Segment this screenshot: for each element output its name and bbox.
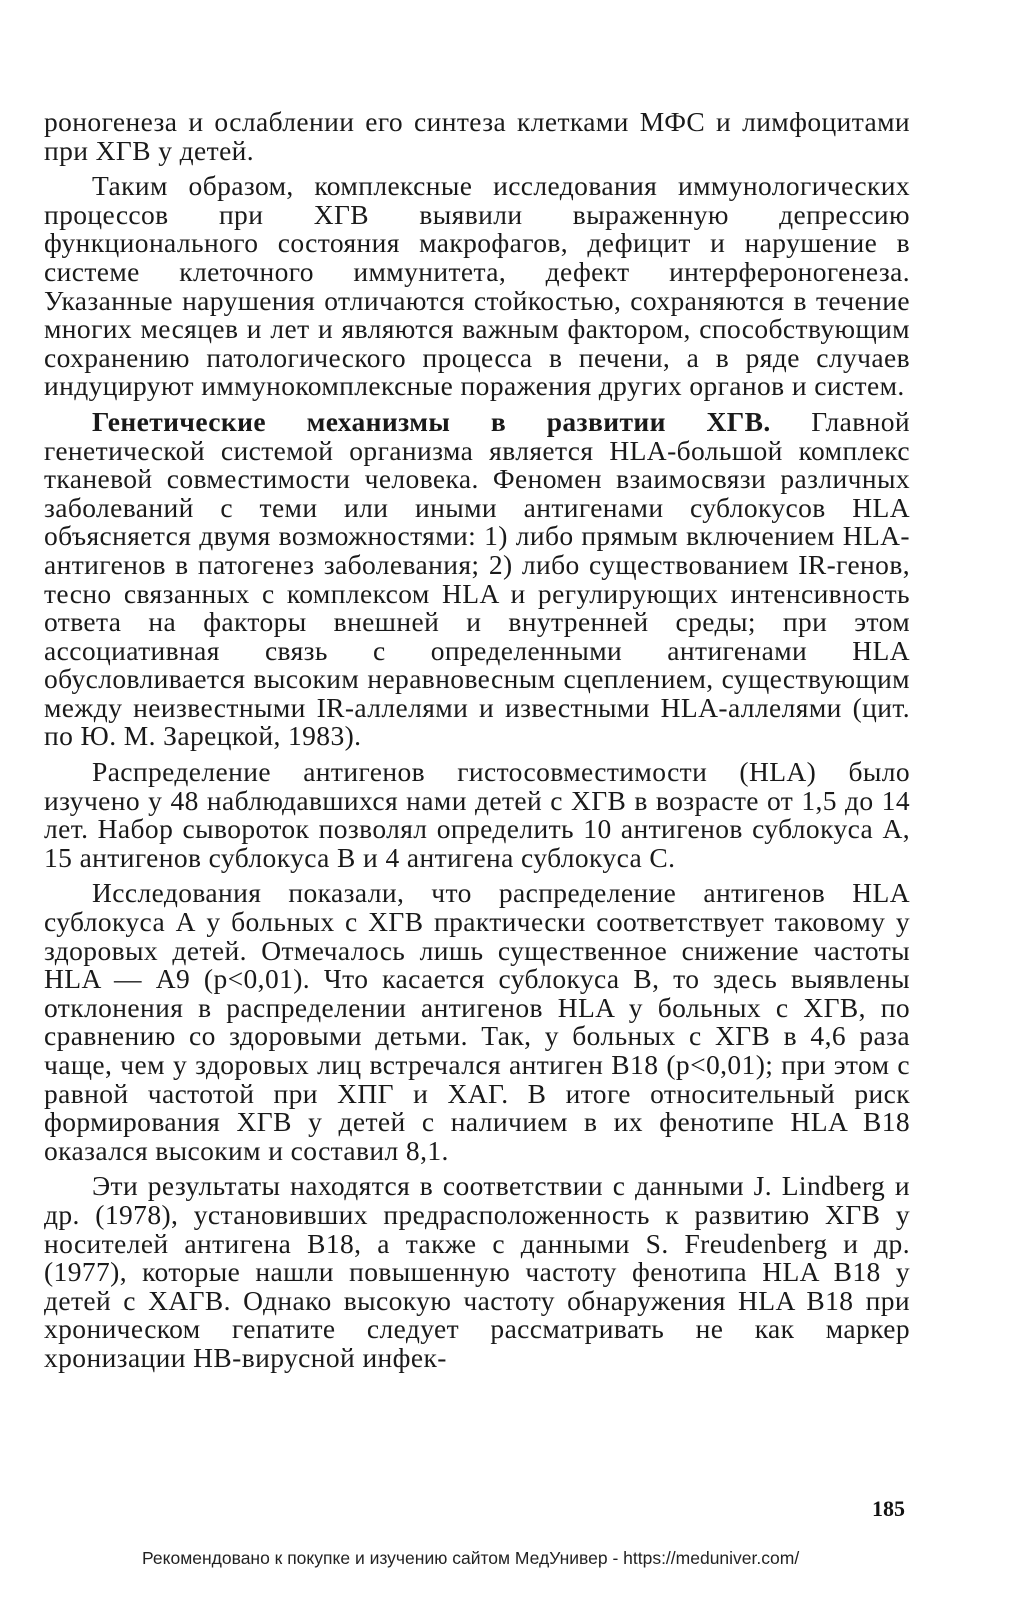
paragraph-1 xyxy=(44,108,910,165)
paragraph-5-text: Исследования показали, что распределение антигенов HLA сублокуса А у больных с ХГВ практически соответствует таковому у здоровых детей. Отмечалось лишь существенное снижение частоты HLA — А9 (p<0,01). Что касается сублокуса В, то здесь выявлены отклонения в распределении антигенов HLA у больных с ХГВ, по сравнению со здоровыми детьми. Так, у больных с ХГВ в 4,6 раза чаще, чем у здоровых лиц встречался антиген В18 (p<0,01); при этом с равной частотой при ХПГ и ХАГ. В итоге относительный риск формирования ХГВ у детей с наличием в их фенотипе HLA В18 оказался высоким и составил 8,1. xyxy=(44,877,910,1166)
paragraph-4 xyxy=(44,758,910,872)
page-body xyxy=(44,108,910,1380)
page-number: 185 xyxy=(872,1496,905,1521)
paragraph-3 xyxy=(44,405,910,752)
section-heading: Генетические механизмы в развитии ХГВ. xyxy=(92,405,771,437)
paragraph-1-text: роногенеза и ослаблении его синтеза клетками МФС и лимфоцитами при ХГВ у детей. xyxy=(44,106,910,166)
paragraph-6-text: Эти результаты находятся в соответствии с данными J. Lindberg и др. (1978), установивших предрасположенность к развитию ХГВ у носителей антигена В18, а также с данными S. Freudenberg и др. (1977), которые нашли повышенную частоту фенотипа HLA В18 у детей с ХАГВ. Однако высокую частоту обнаружения HLA В18 при хроническом гепатите следует рассматривать не как маркер хронизации HB-вирусной инфек- xyxy=(44,1170,910,1373)
paragraph-4-text: Распределение антигенов гистосовместимости (HLA) было изучено у 48 наблюдавшихся нами детей с ХГВ в возрасте от 1,5 до 14 лет. Набор сывороток позволял определить 10 антигенов сублокуса А, 15 антигенов сублокуса В и 4 антигена сублокуса С. xyxy=(44,756,910,873)
paragraph-6 xyxy=(44,1172,910,1372)
paragraph-5 xyxy=(44,879,910,1165)
paragraph-3-text: Главной генетической системой организма является HLA-большой комплекс тканевой совместимости человека. Феномен взаимосвязи различных заболеваний с теми или иными антигенами сублокусов HLA объясняется двумя возможностями: 1) либо прямым включением HLA-антигенов в патогенез заболевания; 2) либо существованием IR-генов, тесно связанных с комплексом HLA и регулирующих интенсивность ответа на факторы внешней и внутренней среды; при этом ассоциативная связь с определенными антигенами HLA обусловливается высоким неравновесным сцеплением, существующим между неизвестными IR-аллелями и известными HLA-аллелями (цит. по Ю. М. Зарецкой, 1983). xyxy=(44,405,910,752)
paragraph-2 xyxy=(44,172,910,401)
paragraph-2-text: Таким образом, комплексные исследования иммунологических процессов при ХГВ выявили выраженную депрессию функционального состояния макрофагов, дефицит и нарушение в системе клеточного иммунитета, дефект интерфероногенеза. Указанные нарушения отличаются стойкостью, сохраняются в течение многих месяцев и лет и являются важным фактором, способствующим сохранению патологического процесса в печени, а в ряде случаев индуцируют иммунокомплексные поражения других органов и систем. xyxy=(44,170,910,402)
watermark-text: Рекомендовано к покупке и изучению сайтом МедУнивер - https://meduniver.com/ xyxy=(142,1548,800,1568)
